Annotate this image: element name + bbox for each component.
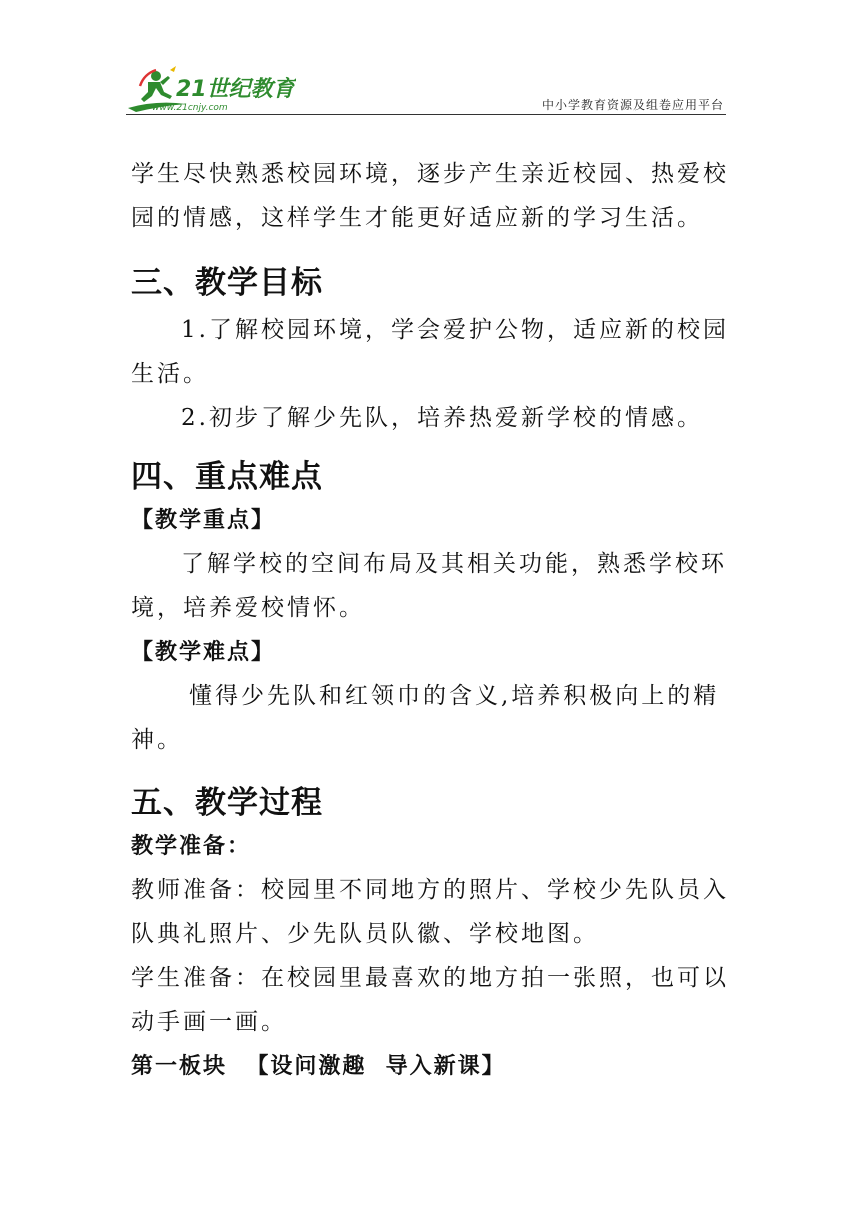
logo-url: www.21cnjy.com	[152, 103, 228, 112]
teacher-prep-line-2: 队典礼照片、少先队员队徽、学校地图。	[131, 921, 599, 947]
key-points-line-2: 境，培养爱校情怀。	[131, 595, 365, 621]
prep-label: 教学准备：	[131, 833, 252, 859]
page-header	[126, 66, 726, 116]
difficulty-line-1: 懂得少先队和红领巾的含义,培养积极向上的精	[189, 683, 720, 709]
document-body	[131, 152, 731, 1088]
block-1-heading: 第一板块 【设问激趣 导入新课】	[131, 1053, 506, 1079]
goal-1-line-2: 生活。	[131, 361, 209, 387]
section-5-heading: 五、教学过程	[131, 785, 323, 821]
intro-line-1: 学生尽快熟悉校园环境，逐步产生亲近校园、热爱校	[131, 161, 729, 187]
difficulty-label: 【教学难点】	[131, 639, 276, 665]
logo-text: 21世纪教育	[176, 77, 295, 102]
student-prep-line-2: 动手画一画。	[131, 1009, 287, 1035]
section-4-heading: 四、重点难点	[131, 459, 323, 495]
header-divider	[126, 114, 726, 115]
intro-line-2: 园的情感，这样学生才能更好适应新的学习生活。	[131, 205, 703, 231]
platform-name: 中小学教育资源及组卷应用平台	[541, 98, 724, 112]
key-points-label: 【教学重点】	[131, 507, 276, 533]
section-3-heading: 三、教学目标	[131, 265, 323, 301]
teacher-prep-line-1: 教师准备：校园里不同地方的照片、学校少先队员入	[131, 877, 729, 903]
logo	[126, 66, 296, 112]
difficulty-line-2: 神。	[131, 727, 183, 753]
goal-2: 2.初步了解少先队，培养热爱新学校的情感。	[181, 405, 703, 431]
key-points-line-1: 了解学校的空间布局及其相关功能，熟悉学校环	[181, 551, 727, 577]
runner-logo-icon	[126, 66, 296, 112]
student-prep-line-1: 学生准备：在校园里最喜欢的地方拍一张照，也可以	[131, 965, 729, 991]
goal-1-line-1: 1.了解校园环境，学会爱护公物，适应新的校园	[181, 317, 729, 343]
